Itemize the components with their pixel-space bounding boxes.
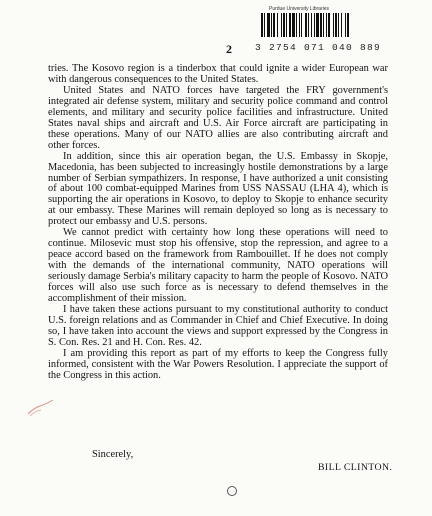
closing-salutation: Sincerely,	[92, 449, 134, 460]
red-pencil-mark	[26, 396, 56, 418]
paragraph-1: tries. The Kosovo region is a tinderbox that could ignite a wider European war with dangerous consequences to the United States.	[48, 63, 388, 85]
paragraph-3: In addition, since this air operation began, the U.S. Embassy in Skopje, Macedonia, has been subjected to increasingly hostile demonstrations by a large number of Serbian sympathizers. In response, I have authorized a unit consisting of about 100 combat-equipped Marines from USS NASSAU (LHA 4), which is supporting the air operations in Kosovo, to deploy to Skopje to enhance security at our embassy. These Marines will remain deployed so long as is necessary to protect our embassy and U.S. persons.	[48, 150, 388, 228]
body-text	[48, 64, 388, 382]
paragraph-6: I am providing this report as part of my efforts to keep the Congress fully informed, consistent with the War Powers Resolution. I appreciate the support of the Congress in this action.	[48, 347, 388, 381]
signature: BILL CLINTON.	[318, 462, 393, 473]
barcode-number: 3 2754 071 040 889	[255, 42, 382, 53]
circle-mark	[227, 486, 237, 496]
page-number: 2	[226, 42, 232, 56]
library-barcode	[255, 6, 395, 54]
paragraph-2: United States and NATO forces have targeted the FRY government's integrated air defense system, military and security police command and control elements, and military and security police facilities and infrastructure. United States naval ships and aircraft and U.S. Air Force aircraft are participating in these operations. Many of our NATO allies are also contributing aircraft and other forces.	[48, 84, 388, 151]
barcode-library-label: Purdue University Libraries	[269, 6, 330, 12]
barcode-bars	[261, 13, 389, 37]
paragraph-5: I have taken these actions pursuant to my constitutional authority to conduct U.S. foreign relations and as Commander in Chief and Chief Executive. In doing so, I have taken into account the views and support expressed by the Congress in S. Con. Res. 21 and H. Con. Res. 42.	[48, 303, 388, 348]
paragraph-4: We cannot predict with certainty how long these operations will need to continue. Milosevic must stop his offensive, stop the repression, and agree to a peace accord based on the framework from Rambouillet. If he does not comply with the demands of the international community, NATO operations will seriously damage Serbia's military capacity to harm the people of Kosovo. NATO forces will also use such force as is necessary to defend themselves in the accomplishment of their mission.	[48, 227, 388, 305]
